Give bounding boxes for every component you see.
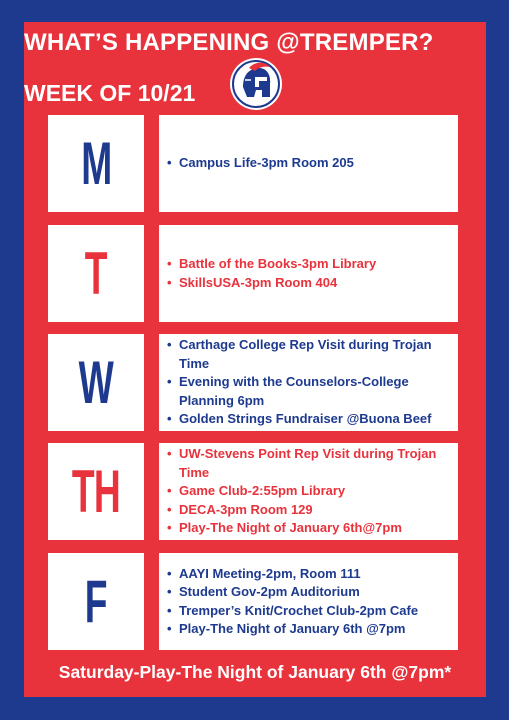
week-label: WEEK OF 10/21 — [24, 80, 196, 106]
day-letter: M — [80, 130, 112, 197]
day-letter-box — [48, 225, 144, 322]
events-panel — [159, 443, 458, 540]
event-item: • Carthage College Rep Visit during Trojan Time — [167, 336, 457, 373]
event-item: • Evening with the Counselors-College Planning 6pm — [167, 373, 457, 410]
poster — [24, 22, 486, 697]
events-panel — [159, 225, 458, 322]
day-letter: F — [84, 568, 108, 635]
event-item: • Tremper’s Knit/Crochet Club-2pm Cafe — [167, 602, 457, 621]
events-list — [159, 255, 457, 292]
event-item: • SkillsUSA-3pm Room 404 — [167, 274, 457, 293]
events-list — [159, 565, 457, 639]
event-item: • Game Club-2:55pm Library — [167, 482, 457, 501]
event-item: • Golden Strings Fundraiser @Buona Beef — [167, 410, 457, 429]
events-panel — [159, 334, 458, 431]
event-item: • Play-The Night of January 6th@7pm — [167, 519, 457, 538]
day-letter-box — [48, 553, 144, 650]
day-letter: W — [78, 349, 114, 416]
poster-title: WHAT’S HAPPENING @TREMPER? — [24, 29, 434, 56]
events-list — [159, 336, 457, 429]
events-list — [159, 445, 457, 538]
day-letter: TH — [71, 458, 121, 525]
event-item: • DECA-3pm Room 129 — [167, 501, 457, 520]
event-item: • Battle of the Books-3pm Library — [167, 255, 457, 274]
events-panel — [159, 115, 458, 212]
event-item: • AAYI Meeting-2pm, Room 111 — [167, 565, 457, 584]
day-letter-box — [48, 443, 144, 540]
saturday-note: Saturday-Play-The Night of January 6th @7pm* — [58, 662, 452, 682]
events-list — [159, 154, 457, 173]
event-item: • Student Gov-2pm Auditorium — [167, 583, 457, 602]
day-letter-box — [48, 334, 144, 431]
event-item: • Play-The Night of January 6th @7pm — [167, 620, 457, 639]
trojan-helmet-icon — [229, 57, 283, 111]
events-panel — [159, 553, 458, 650]
day-letter: T — [84, 240, 108, 307]
event-item: • UW-Stevens Point Rep Visit during Trojan Time — [167, 445, 457, 482]
event-item: • Campus Life-3pm Room 205 — [167, 154, 457, 173]
day-letter-box — [48, 115, 144, 212]
